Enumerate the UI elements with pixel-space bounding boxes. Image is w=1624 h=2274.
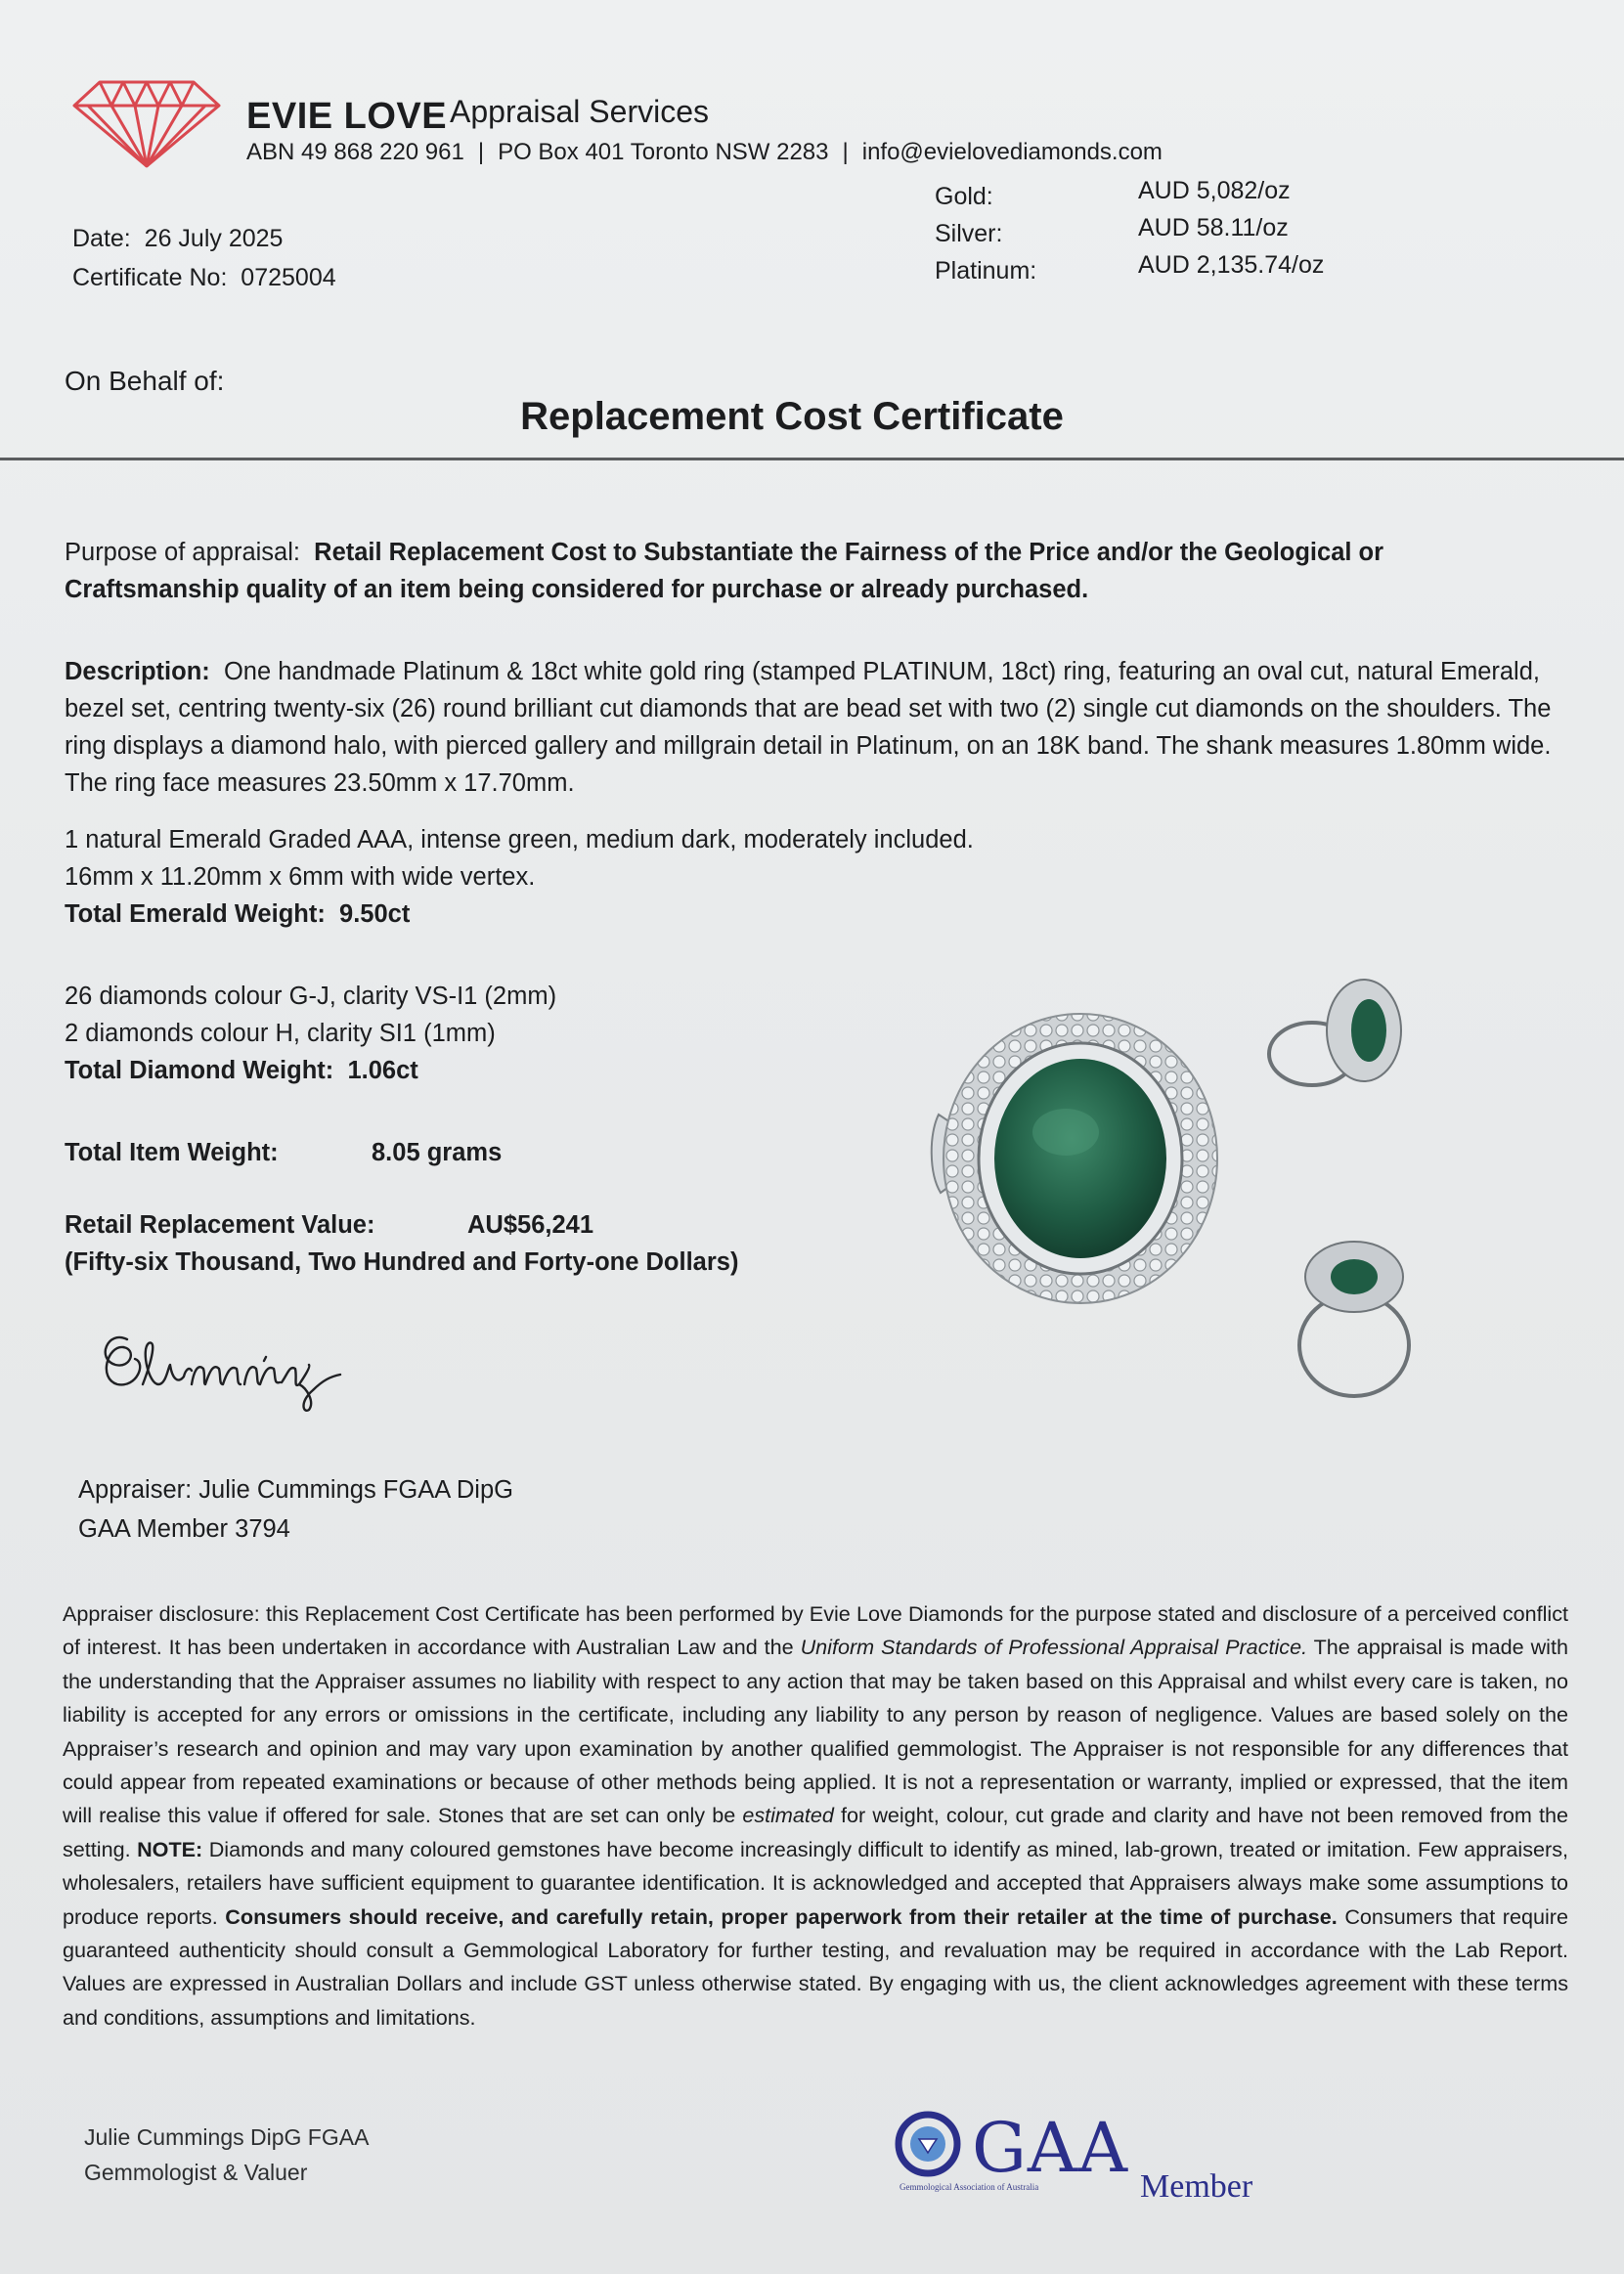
description-label: Description: [65,658,210,685]
diamond-total-label: Total Diamond Weight: [65,1057,334,1084]
diamond-logo-icon [70,76,223,170]
purpose-text: Retail Replacement Cost to Substantiate the Fairness of the Price and/or the Geological or Craftsmanship quality of an item being considered for purchase or already purchased. [65,539,1384,603]
brand-name: EVIE LOVE [246,96,448,137]
footer-role: Gemmologist & Valuer [84,2160,308,2185]
emerald-total-value: 9.50ct [339,900,411,928]
purpose-label: Purpose of appraisal: [65,539,300,566]
disclosure-bold: Consumers should receive, and carefully retain, proper paperwork from their retailer at the time of purchase. [225,1903,1338,1929]
ring-side-photo [1261,974,1408,1101]
disclosure-note: NOTE: [137,1836,203,1861]
disclosure-text: for weight, colour, cut grade and clarity and have not been removed from the setting. [63,1803,1568,1861]
ring-top-photo [1291,1236,1418,1402]
email-link[interactable]: info@evielovediamonds.com [861,139,1163,165]
gold-label: Gold: [935,183,993,210]
platinum-label: Platinum: [935,257,1037,284]
separator: | [842,139,849,165]
document-title: Replacement Cost Certificate [520,395,1064,438]
gaa-member-text: Member [1140,2168,1253,2205]
silver-label: Silver: [935,220,1003,247]
signature [88,1300,420,1418]
item-weight-value: 8.05 grams [372,1139,503,1166]
separator: | [477,139,485,165]
appraiser-name: Appraiser: Julie Cummings FGAA DipG [78,1476,513,1504]
contact-line [246,139,1163,166]
metal-price-labels [935,178,1036,289]
disclosure-text: Consumers that require guaranteed authenticity should consult a Gemmological Laboratory for further testing, and revaluation may be required in accordance with the Lab Report. Values are expressed in Australian Dollars and include GST unless otherwise stated. By engaging with us, the client acknowledges agreement with these terms and conditions, assumptions and limitations. [63,1903,1568,2030]
retail-value: AU$56,241 [467,1211,594,1239]
disclosure-italic: Uniform Standards of Professional Appraisal Practice. [800,1635,1308,1660]
disclosure-text: Appraiser disclosure: this Replacement Cost Certificate has been performed by Evie Love Diamonds for the purpose stated and disclosure of a perceived conflict of interest. It has been undertaken in accordance with Australian Law and the [63,1601,1568,1660]
gold-value: AUD 5,082/oz [1138,177,1291,204]
appraiser-disclosure [63,1597,1568,2034]
postal-address: PO Box 401 Toronto NSW 2283 [498,139,829,165]
retail-value-words: (Fifty-six Thousand, Two Hundred and Forty-one Dollars) [65,1248,739,1276]
disclosure-text: Diamonds and many coloured gemstones have become increasingly difficult to identify as mined, lab-grown, treated or imitation. Few appraisers, wholesalers, retailers have sufficient equipment to guarantee identification. It is acknowledged and accepted that Appraisers always make some assumptions to produce reports. [63,1836,1569,1929]
appraiser-info [78,1470,513,1549]
metal-price-values [1138,172,1324,284]
disclosure-text: The appraisal is made with the understanding that the Appraiser assumes no liability with respect to any action that may be taken based on this Appraisal and whilst every care is taken, no liability is accepted for any errors or omissions in the certificate, including any liability to any person by reason of negligence. Values are based solely on the Appraiser’s research and opinion and may vary upon examination by another qualified gemmologist. The Appraiser is not responsible for any differences that could appear from repeated examinations or because of other methods being applied. It is not a representation or warranty, implied or expressed, that the item will realise this value if offered for sale. Stones that are set can only be [63,1635,1568,1828]
diamonds-line-2: 2 diamonds colour H, clarity SI1 (1mm) [65,1020,496,1047]
certificate-meta [72,219,336,297]
appraiser-membership: GAA Member 3794 [78,1515,290,1543]
certificate-label: Certificate No: [72,264,228,291]
disclosure-italic: estimated [742,1803,834,1828]
divider [0,458,1624,460]
gaa-emblem-icon [894,2110,962,2178]
emerald-grade: 1 natural Emerald Graded AAA, intense green, medium dark, moderately included. [65,826,974,853]
date-label: Date: [72,225,131,252]
item-weight-row [65,1134,1560,1171]
gaa-tagline: Gemmological Association of Australia [900,2182,1039,2192]
emerald-section [65,821,1560,933]
date-value: 26 July 2025 [144,225,284,252]
brand-subtitle: Appraisal Services [450,94,709,129]
certificate-value: 0725004 [241,264,336,291]
description-section [65,653,1560,802]
gaa-logo-text: GAA [972,2108,1129,2188]
date-row [72,219,336,258]
footer-name: Julie Cummings DipG FGAA [84,2124,370,2150]
retail-label: Retail Replacement Value: [65,1211,375,1239]
emerald-total [65,896,1560,933]
footer-signature-block [84,2120,369,2190]
ring-front-photo [929,1007,1222,1310]
abn: ABN 49 868 220 961 [246,139,464,165]
emerald-dimensions: 16mm x 11.20mm x 6mm with wide vertex. [65,863,536,891]
on-behalf-label: On Behalf of: [65,366,225,396]
diamonds-line-1: 26 diamonds colour G-J, clarity VS-I1 (2mm) [65,983,557,1010]
description-text: One handmade Platinum & 18ct white gold ring (stamped PLATINUM, 18ct) ring, featuring an oval cut, natural Emerald, bezel set, centring twenty-six (26) round brilliant cut diamonds that are bead set with two (2) single cut diamonds on the shoulders. The ring displays a diamond halo, with pierced gallery and millgrain detail in Platinum, on an 18K band. The shank measures 1.80mm wide. The ring face measures 23.50mm x 17.70mm. [65,658,1552,797]
diamond-total-value: 1.06ct [347,1057,418,1084]
silver-value: AUD 58.11/oz [1138,214,1289,241]
certificate-row [72,258,336,297]
platinum-value: AUD 2,135.74/oz [1138,251,1325,279]
purpose-section [65,534,1560,608]
emerald-total-label: Total Emerald Weight: [65,900,326,928]
item-weight-label: Total Item Weight: [65,1139,279,1166]
